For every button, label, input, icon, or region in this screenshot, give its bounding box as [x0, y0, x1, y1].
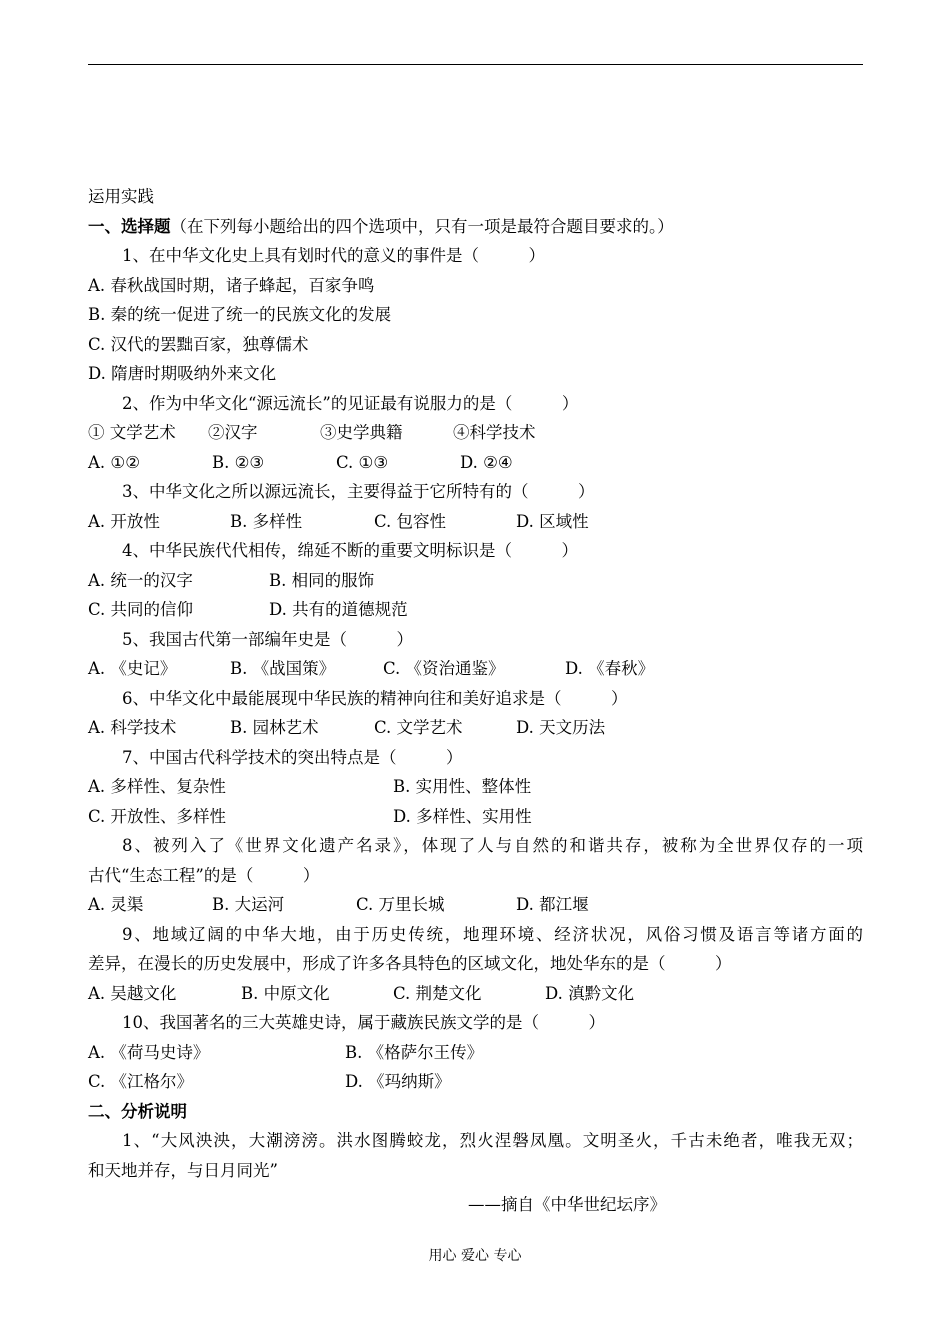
q5-option-a: A. 《史记》: [88, 659, 177, 678]
q2-option-c: C. ①③: [336, 452, 389, 472]
q7-option-c: C. 开放性、多样性: [88, 806, 227, 826]
q2-options: [88, 448, 863, 478]
q9-stem-line2: 差异，在漫长的历史发展中，形成了许多各具特色的区域文化，地处华东的是（ ）: [88, 954, 732, 973]
q5-option-d: D. 《春秋》: [565, 659, 655, 678]
q5-option-c: C. 《资治通鉴》: [383, 659, 505, 678]
q10-options-row2: [88, 1067, 863, 1097]
q7-option-d: D. 多样性、实用性: [393, 806, 532, 826]
q2-stem: 2、作为中华文化“源远流长”的见证最有说服力的是（ ）: [122, 393, 579, 413]
q2-option-b: B. ②③: [212, 452, 265, 472]
q1-option-b: B. 秦的统一促进了统一的民族文化的发展: [88, 305, 392, 324]
q1-option-d: D. 隋唐时期吸纳外来文化: [88, 364, 277, 383]
part2-q1-line2: 和天地并存，与日月同光”: [88, 1160, 278, 1180]
q9-option-a: A. 吴越文化: [88, 983, 177, 1003]
part2-title: 二、分析说明: [88, 1101, 187, 1121]
worksheet-body: [88, 182, 863, 1185]
q1-option-c: C. 汉代的罢黜百家，独尊儒术: [88, 334, 309, 354]
q4-option-a: A. 统一的汉字: [88, 570, 193, 590]
q10-stem: 10、我国著名的三大英雄史诗，属于藏族民族文学的是（ ）: [122, 1013, 605, 1032]
header-rule: [88, 64, 863, 65]
q3-options: [88, 507, 863, 537]
part1-title: 一、选择题: [88, 216, 171, 236]
q10-option-a: A. 《荷马史诗》: [88, 1042, 210, 1062]
q2-option-a: A. ①②: [88, 452, 140, 472]
page-footer: 用心 爱心 专心: [428, 1248, 522, 1264]
part1-heading: [88, 212, 863, 242]
q5-options: [88, 654, 863, 684]
q2-item-1: ① 文学艺术: [88, 423, 176, 442]
part2-q1-line1: 1、“大风泱泱，大潮滂滂。洪水图腾蛟龙，烈火涅磐凤凰。文明圣火，千古未绝者，唯我无双；: [122, 1131, 863, 1150]
part1-instruction: （在下列每小题给出的四个选项中，只有一项是最符合题目要求的。）: [170, 216, 674, 236]
q8-option-b: B. 大运河: [212, 895, 285, 914]
q9-option-d: D. 滇黔文化: [545, 983, 635, 1003]
q2-items: [88, 418, 863, 448]
q9-option-c: C. 荆楚文化: [393, 983, 482, 1003]
q4-option-d: D. 共有的道德规范: [269, 600, 408, 619]
q8-stem-line1: 8、被列入了《世界文化遗产名录》，体现了人与自然的和谐共存，被称为全世界仅存的一项: [122, 836, 863, 855]
q2-item-4: ④科学技术: [453, 423, 536, 442]
q6-option-c: C. 文学艺术: [374, 718, 463, 737]
q6-options: [88, 713, 863, 743]
q10-options-row1: [88, 1038, 863, 1068]
q6-option-a: A. 科学技术: [88, 718, 177, 737]
q8-option-d: D. 都江堰: [516, 895, 589, 914]
q8-stem-line2: 古代“生态工程”的是（ ）: [88, 865, 320, 885]
q7-stem: 7、中国古代科学技术的突出特点是（ ）: [122, 747, 463, 767]
quote-source: ——摘自《中华世纪坛序》: [468, 1195, 666, 1214]
q10-option-c: C. 《江格尔》: [88, 1072, 194, 1091]
q8-option-c: C. 万里长城: [356, 895, 445, 914]
q4-options-row2: [88, 595, 863, 625]
q9-stem-line1: 9、地域辽阔的中华大地，由于历史传统，地理环境、经济状况，风俗习惯及语言等诸方面的: [122, 924, 863, 944]
q10-option-b: B. 《格萨尔王传》: [345, 1042, 484, 1062]
q6-option-d: D. 天文历法: [516, 718, 606, 737]
q3-option-d: D. 区域性: [516, 511, 589, 531]
q7-option-a: A. 多样性、复杂性: [88, 777, 226, 796]
q5-stem: 5、我国古代第一部编年史是（ ）: [122, 629, 413, 649]
q6-option-b: B. 园林艺术: [230, 718, 319, 737]
q8-options: [88, 890, 863, 920]
q7-options-row2: [88, 802, 863, 832]
q9-options: [88, 979, 863, 1009]
q4-stem: 4、中华民族代代相传，绵延不断的重要文明标识是（ ）: [122, 541, 578, 560]
q3-stem: 3、中华文化之所以源远流长，主要得益于它所特有的（ ）: [122, 482, 595, 501]
q3-option-a: A. 开放性: [88, 511, 160, 531]
q5-option-b: B. 《战国策》: [230, 659, 336, 678]
q2-option-d: D. ②④: [460, 452, 513, 472]
q4-options-row1: [88, 566, 863, 596]
q4-option-c: C. 共同的信仰: [88, 600, 194, 619]
q7-options-row1: [88, 772, 863, 802]
q1-option-a: A. 春秋战国时期，诸子蜂起，百家争鸣: [88, 275, 375, 295]
q3-option-b: B. 多样性: [230, 511, 303, 531]
q6-stem: 6、中华文化中最能展现中华民族的精神向往和美好追求是（ ）: [122, 688, 628, 708]
q2-item-2: ②汉字: [208, 423, 258, 442]
q1-stem: 1、在中华文化史上具有划时代的意义的事件是（ ）: [122, 246, 545, 265]
q3-option-c: C. 包容性: [374, 511, 447, 531]
section-heading: 运用实践: [88, 187, 154, 206]
q10-option-d: D. 《玛纳斯》: [345, 1072, 451, 1091]
q2-item-3: ③史学典籍: [320, 423, 403, 442]
q9-option-b: B. 中原文化: [241, 983, 330, 1003]
q7-option-b: B. 实用性、整体性: [393, 777, 532, 796]
q8-option-a: A. 灵渠: [88, 895, 144, 914]
q4-option-b: B. 相同的服饰: [269, 570, 375, 590]
